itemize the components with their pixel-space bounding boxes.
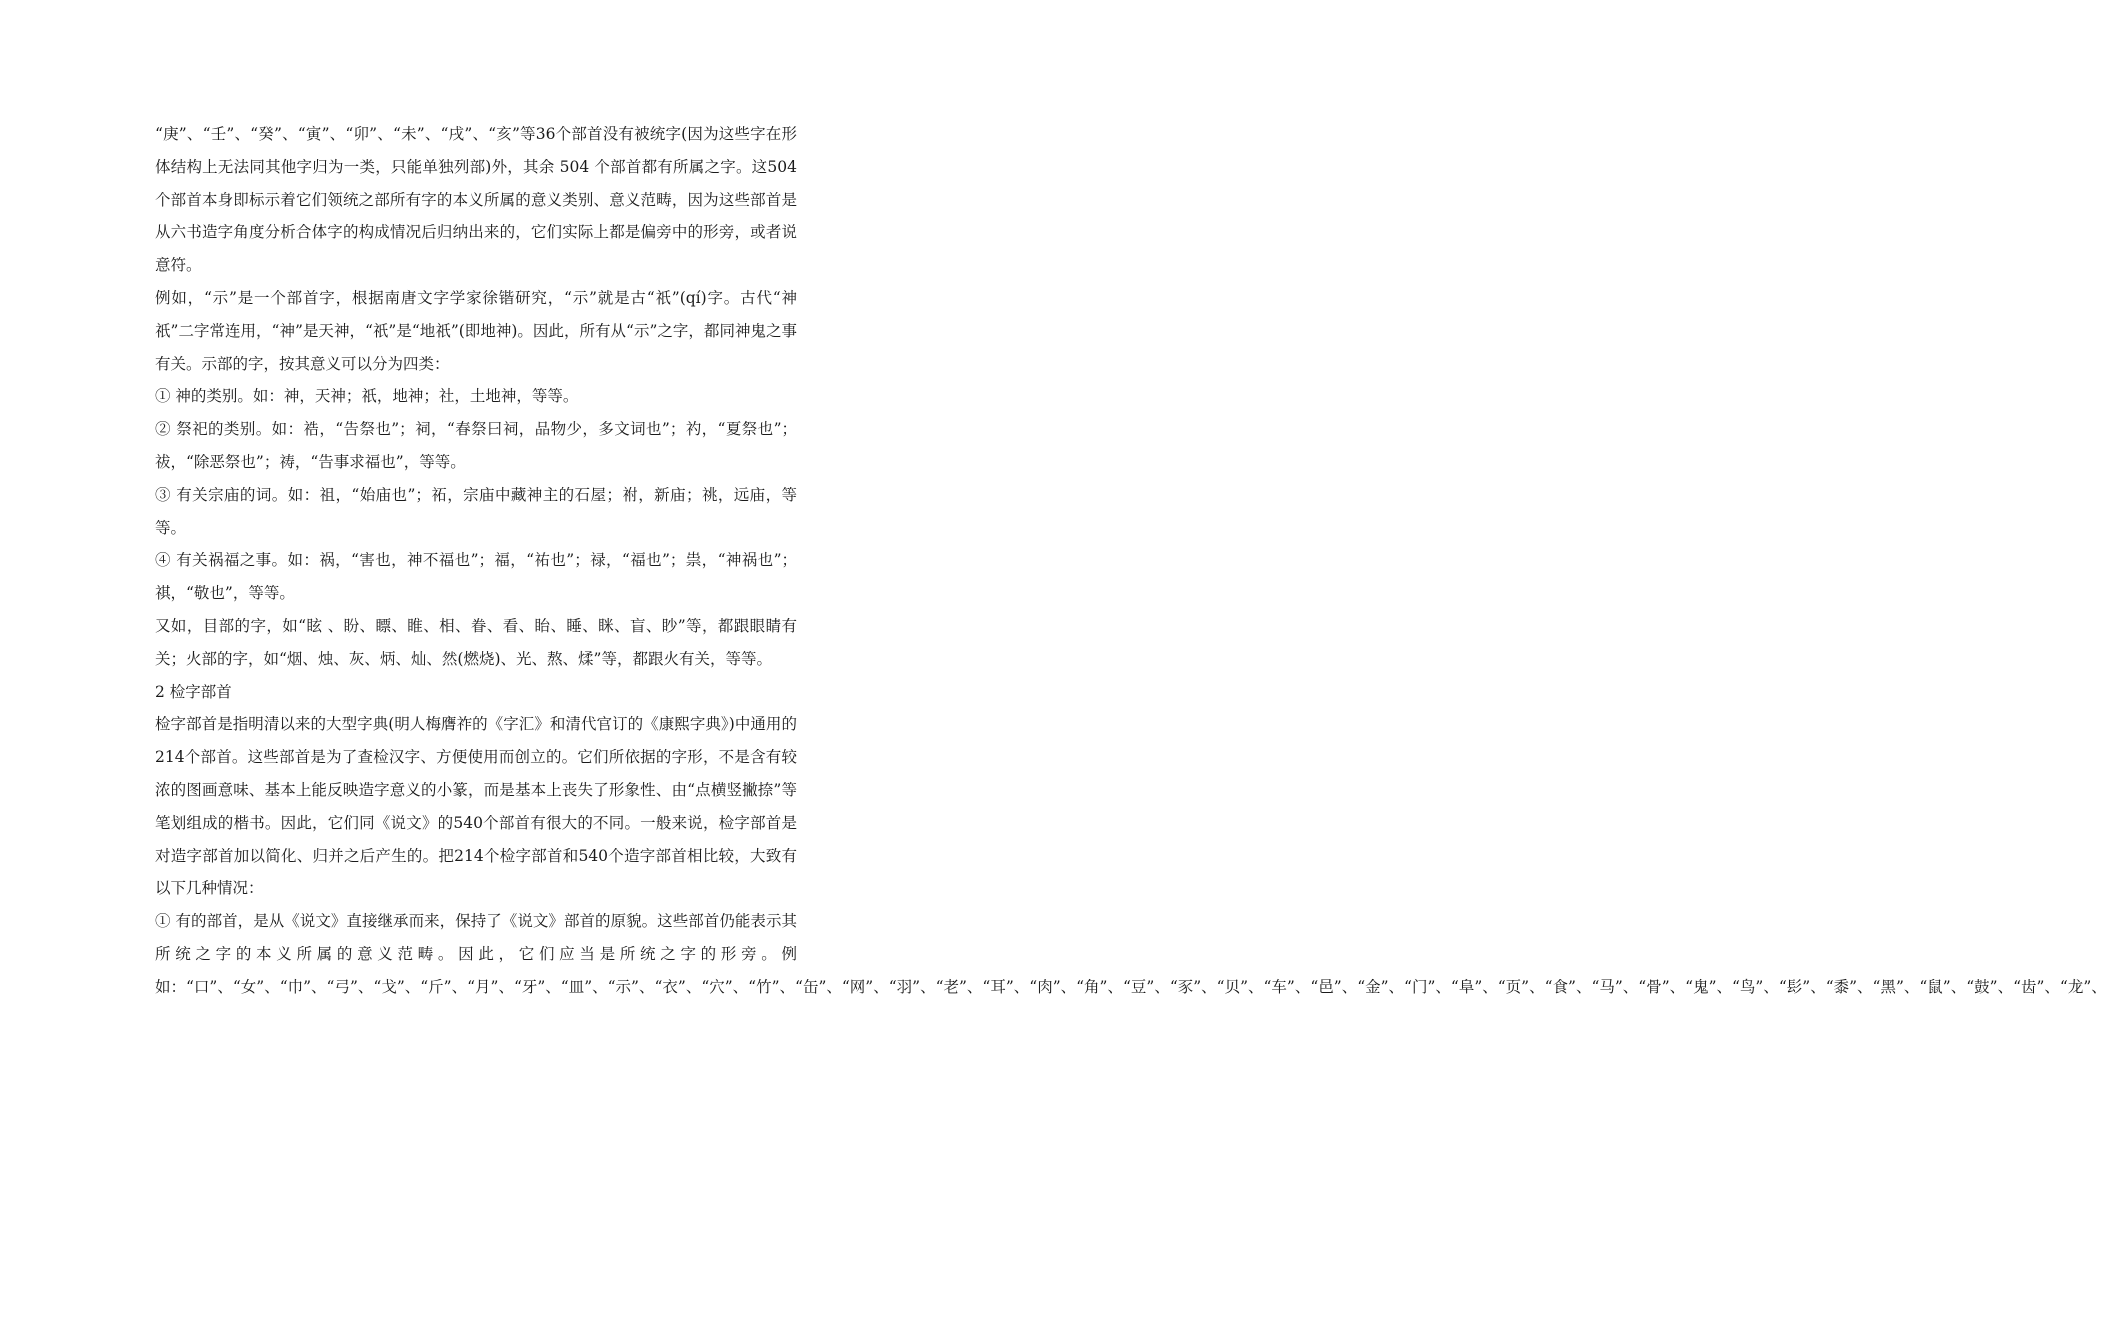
paragraph-example-mu-huo: 又如，目部的字，如“眩 、盼、瞟、睢、相、眷、看、眙、睡、眯、盲、眇”等，都跟眼睛有关；火部的字，如“烟、烛、灰、炳、灿、然(燃烧)、光、熬、煣”等，都跟火有关，等等。 xyxy=(155,616,797,668)
paragraph-example-shi: 例如，“示”是一个部首字，根据南唐文字学家徐锴研究，“示”就是古“祇”(qí)字。古代“神祇”二字常连用，“神”是天神，“祇”是“地祇”(即地神)。因此，所有从“示”之字，都同神鬼之事有关。示部的字，按其意义可以分为四类： xyxy=(155,288,797,373)
paragraph-radicals-summary: “庚”、“壬”、“癸”、“寅”、“卯”、“未”、“戌”、“亥”等36个部首没有被统字(因为这些字在形体结构上无法同其他字归为一类，只能单独列部)外，其余 504 个部首都有所属之字。这504个部首本身即标示着它们领统之部所有字的本义所属的意义类别、意义范畴，因为这些部首是从六书造字角度分析合体字的构成情况后归纳出来的，它们实际上都是偏旁中的形旁，或者说意符。 xyxy=(155,125,797,275)
list-item-fortune-matters: ④ 有关祸福之事。如：祸，“害也，神不福也”；福，“祐也”；禄，“福也”；祟，“神祸也”；祺，“敬也”，等等。 xyxy=(155,551,797,603)
paragraph-jianzi-radicals: 检字部首是指明清以来的大型字典(明人梅膺祚的《字汇》和清代官订的《康熙字典》)中通用的214个部首。这些部首是为了查检汉字、方便使用而创立的。它们所依据的字形，不是含有较浓的图画意味、基本上能反映造字意义的小篆，而是基本上丧失了形象性、由“点横竖撇捺”等笔划组成的楷书。因此，它们同《说文》的540个部首有很大的不同。一般来说，检字部首是对造字部首加以简化、归并之后产生的。把214个检字部首和540个造字部首相比较，大致有以下几种情况： xyxy=(155,715,797,898)
list-item-shen-categories: ① 神的类别。如：神，天神；祇，地神；社，土地神，等等。 xyxy=(155,387,579,406)
document-body xyxy=(155,118,2107,1004)
list-item-sacrifice-categories: ② 祭祀的类别。如：祰，“告祭也”；祠，“春祭曰祠，品物少，多文词也”；礿，“夏祭也”；祓，“除恶祭也”；祷，“告事求福也”，等等。 xyxy=(155,420,797,471)
list-item-inherited-radicals: ① 有的部首，是从《说文》直接继承而来，保持了《说文》部首的原貌。这些部首仍能表示其所统之字的本义所属的意义范畴。因此，它们应当是所统之字的形旁。例如：“口”、“女”、“巾”、“弓”、“戈”、“斤”、“月”、“牙”、“皿”、“示”、“衣”、“穴”、“竹”、“缶”、“网”、“羽”、“老”、“耳”、“肉”、“角”、“豆”、“豕”、“贝”、“车”、“邑”、“金”、“门”、“阜”、“页”、“食”、“马”、“骨”、“鬼”、“鸟”、“髟”、“黍”、“黑”、“鼠”、“鼓”、“齿”、“龙”、 xyxy=(155,912,2107,996)
section-heading: 2 检字部首 xyxy=(155,682,232,701)
list-item-temple-words: ③ 有关宗庙的词。如：祖，“始庙也”；祏，宗庙中藏神主的石屋；祔，新庙；祧，远庙，等等。 xyxy=(155,485,797,537)
